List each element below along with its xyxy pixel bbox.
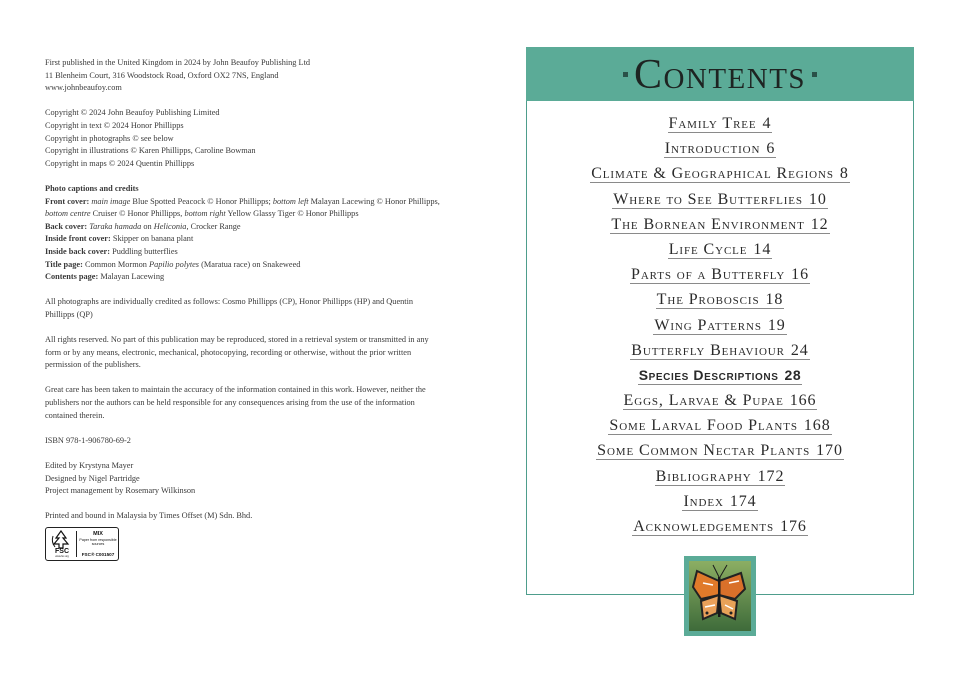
toc-item [526, 514, 914, 539]
toc-entry-label: Parts of a Butterfly [631, 266, 786, 284]
toc-entry-page: 4 [762, 115, 772, 132]
toc-entry-link[interactable] [630, 266, 810, 284]
toc-entry-page: 176 [780, 518, 807, 535]
toc-item [526, 489, 914, 514]
copyright-line: Copyright in text © 2024 Honor Phillipps [45, 120, 184, 130]
toc-entry-page: 12 [810, 215, 829, 233]
publisher-line: First published in the United Kingdom in 2024 by John Beaufoy Publishing Ltd [45, 58, 311, 67]
toc-entry-link[interactable] [655, 468, 786, 486]
toc-entry-label: Introduction [664, 140, 761, 158]
fsc-brand: FSC [55, 548, 69, 555]
production-block [45, 460, 440, 498]
table-of-contents [526, 111, 914, 539]
toc-item [526, 136, 914, 161]
toc-entry-page: 8 [839, 165, 849, 183]
publisher-block [45, 57, 440, 95]
toc-entry-link[interactable] [668, 241, 772, 259]
toc-item [526, 388, 914, 413]
toc-entry-label: Species Descriptions [638, 366, 779, 383]
editor-line: Edited by Krystyna Mayer [45, 461, 134, 470]
toc-item [526, 438, 914, 463]
toc-entry-label: The Bornean Environment [611, 215, 805, 233]
toc-entry-link[interactable] [623, 392, 818, 410]
inside-front-credit: Inside front cover: Skipper on banana plant [45, 234, 194, 244]
toc-entry-label: Butterfly Behaviour [631, 341, 785, 359]
fsc-sources-label: Paper from responsible sources [79, 538, 117, 547]
copyright-line: Copyright in photographs © see below [45, 133, 174, 143]
toc-entry-page: 14 [753, 240, 772, 258]
disclaimer: Great care has been taken to maintain the accuracy of the information contained in this work. However, neither the publishers nor the authors can be held responsible for any consequences arising from the use of the information contained therein. [45, 385, 426, 420]
toc-entry-page: 170 [816, 442, 843, 460]
copyright-block [45, 107, 440, 170]
toc-entry-label: Some Larval Food Plants [609, 417, 798, 435]
toc-entry-label: Climate & Geographical Regions [591, 165, 834, 183]
publisher-website: www.johnbeaufoy.com [45, 83, 122, 93]
isbn: ISBN 978-1-906780-69-2 [45, 435, 131, 445]
contents-header [526, 47, 914, 101]
toc-entry-page: 18 [765, 291, 784, 309]
toc-entry-link[interactable] [612, 191, 827, 209]
toc-entry-page: 16 [791, 266, 809, 284]
project-manager-line: Project management by Rosemary Wilkinson [45, 486, 196, 496]
ornament-square-left [623, 72, 628, 77]
designer-line: Designed by Nigel Partridge [45, 473, 140, 483]
toc-entry-link[interactable] [638, 367, 803, 385]
toc-item [526, 212, 914, 237]
toc-entry-label: Family Tree [668, 115, 757, 132]
toc-entry-page: 24 [790, 341, 809, 359]
toc-entry-label: Where to See Butterflies [613, 190, 803, 208]
toc-item [526, 287, 914, 312]
fsc-mix-label: MIX [93, 531, 103, 537]
inside-back-credit: Inside back cover: Puddling butterflies [45, 246, 178, 256]
title-page-credit: Title page: Common Mormon Papilio polytes (Maratua race) on Snakeweed [45, 259, 301, 269]
fsc-code: FSC® C001507 [81, 552, 115, 557]
toc-entry-label: Bibliography [655, 467, 752, 485]
toc-entry-page: 19 [767, 316, 786, 334]
toc-entry-link[interactable] [668, 115, 773, 133]
copyright-line: Copyright in maps © 2024 Quentin Phillipps [45, 158, 195, 168]
toc-entry-page: 28 [784, 366, 802, 383]
printer-line: Printed and bound in Malaysia by Times Offset (M) Sdn. Bhd. [45, 511, 253, 521]
ornament-square-right [812, 72, 817, 77]
toc-item [526, 413, 914, 438]
toc-item [526, 363, 914, 388]
toc-entry-label: Some Common Nectar Plants [597, 442, 811, 460]
contents-title: Contents [633, 52, 807, 98]
toc-entry-label: Life Cycle [668, 240, 748, 258]
toc-item [526, 464, 914, 489]
fsc-tree-icon [50, 530, 72, 550]
copyright-line: Copyright in illustrations © Karen Phillipps, Caroline Bowman [45, 146, 256, 156]
toc-entry-link[interactable] [632, 518, 808, 536]
toc-entry-label: Wing Patterns [654, 316, 762, 334]
front-cover-credit: Front cover: main image Blue Spotted Peacock © Honor Phillipps; bottom left Malayan Lacewing © Honor Phillipps, bottom centre Cruiser © Honor Phillipps, bottom right Yellow Glassy Tiger © Honor Phillipps [45, 196, 440, 219]
photo-credits-block [45, 183, 440, 284]
toc-item [526, 313, 914, 338]
back-cover-credit: Back cover: Taraka hamada on Heliconia, Crocker Range [45, 221, 241, 231]
fsc-url: www.fsc.org [55, 555, 69, 558]
publisher-address: 11 Blenheim Court, 316 Woodstock Road, Oxford OX2 7NS, England [45, 70, 279, 80]
toc-entry-link[interactable] [630, 342, 809, 360]
toc-item [526, 262, 914, 287]
toc-entry-link[interactable] [610, 216, 829, 234]
toc-entry-label: Index [683, 492, 724, 510]
butterfly-image [689, 561, 751, 631]
toc-entry-link[interactable] [656, 291, 785, 309]
toc-entry-page: 174 [729, 492, 757, 510]
toc-entry-label: The Proboscis [656, 291, 760, 309]
photographer-credits: All photographs are individually credited as follows: Cosmo Phillipps (CP), Honor Phillipps (HP) and Quentin Phillipps (QP) [45, 297, 414, 319]
toc-entry-page: 6 [766, 140, 776, 158]
toc-item [526, 187, 914, 212]
toc-entry-link[interactable] [590, 165, 850, 183]
toc-entry-page: 166 [789, 392, 817, 410]
toc-item [526, 237, 914, 262]
toc-entry-link[interactable] [596, 442, 844, 460]
toc-entry-page: 10 [808, 190, 827, 208]
toc-entry-label: Eggs, Larvae & Pupae [623, 392, 784, 410]
toc-entry-link[interactable] [682, 493, 757, 511]
toc-item [526, 161, 914, 186]
contents-page-credit: Contents page: Malayan Lacewing [45, 272, 165, 282]
toc-entry-link[interactable] [653, 317, 786, 335]
rights-statement: All rights reserved. No part of this publication may be reproduced, stored in a retrieval system or transmitted in any form or by any means, electronic, mechanical, photocopying, recording or otherwise, without the prior written permission of the publishers. [45, 335, 429, 370]
toc-entry-link[interactable] [664, 140, 776, 158]
toc-item [526, 111, 914, 136]
malayan-lacewing-photo [684, 556, 756, 636]
imprint-page [45, 57, 440, 523]
toc-entry-page: 172 [757, 467, 785, 485]
toc-item [526, 338, 914, 363]
fsc-logo [45, 527, 119, 561]
credits-heading: Photo captions and credits [45, 183, 139, 193]
toc-entry-label: Acknowledgements [633, 518, 775, 535]
toc-entry-link[interactable] [608, 417, 831, 435]
toc-entry-page: 168 [803, 417, 831, 435]
copyright-line: Copyright © 2024 John Beaufoy Publishing Limited [45, 108, 220, 118]
